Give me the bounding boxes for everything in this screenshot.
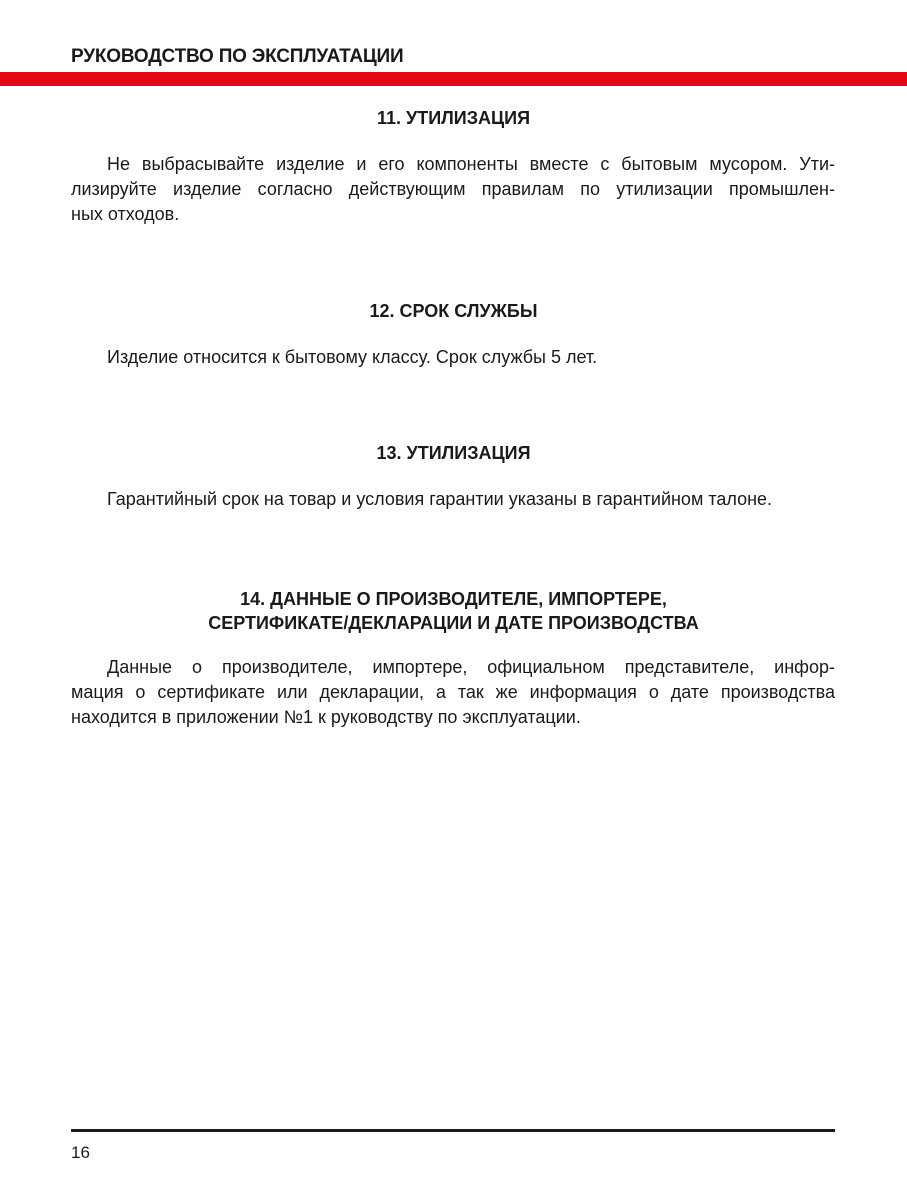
- section-14-title-line-1: 14. ДАННЫЕ О ПРОИЗВОДИТЕЛЕ, ИМПОРТЕРЕ,: [240, 589, 667, 609]
- section-11-line-2: лизируйте изделие согласно действующим правилам по утилизации промышлен-: [71, 179, 835, 199]
- section-11-line-3: ных отходов.: [71, 204, 180, 224]
- section-11-title: 11. УТИЛИЗАЦИЯ: [376, 108, 531, 128]
- section-14-line-1: Данные о производителе, импортере, официальном представителе, инфор-: [107, 657, 835, 677]
- section-14-body: [71, 655, 835, 730]
- section-14-line-3: находится в приложении №1 к руководству по эксплуатации.: [71, 707, 581, 727]
- section-13-line-1: Гарантийный срок на товар и условия гарантии указаны в гарантийном талоне.: [107, 489, 773, 509]
- section-14-title: [0, 587, 907, 635]
- page-number: 16: [71, 1143, 90, 1162]
- section-12-body: [107, 345, 834, 370]
- section-11-body: [71, 152, 835, 227]
- document-header-title: РУКОВОДСТВО ПО ЭКСПЛУАТАЦИИ: [71, 46, 404, 67]
- section-11-line-1: Не выбрасывайте изделие и его компоненты вместе с бытовым мусором. Ути-: [107, 154, 835, 174]
- section-13-title: 13. УТИЛИЗАЦИЯ: [376, 443, 531, 463]
- footer-divider: [71, 1129, 835, 1132]
- header-accent-band: [0, 72, 907, 86]
- section-12-title: 12. СРОК СЛУЖБЫ: [369, 301, 538, 321]
- section-14-title-line-2: СЕРТИФИКАТЕ/ДЕКЛАРАЦИИ И ДАТЕ ПРОИЗВОДСТВА: [208, 613, 699, 633]
- section-12-line-1: Изделие относится к бытовому классу. Срок службы 5 лет.: [107, 347, 598, 367]
- section-13-body: [107, 487, 834, 512]
- section-14-line-2: мация о сертификате или декларации, а так же информация о дате производства: [71, 682, 835, 702]
